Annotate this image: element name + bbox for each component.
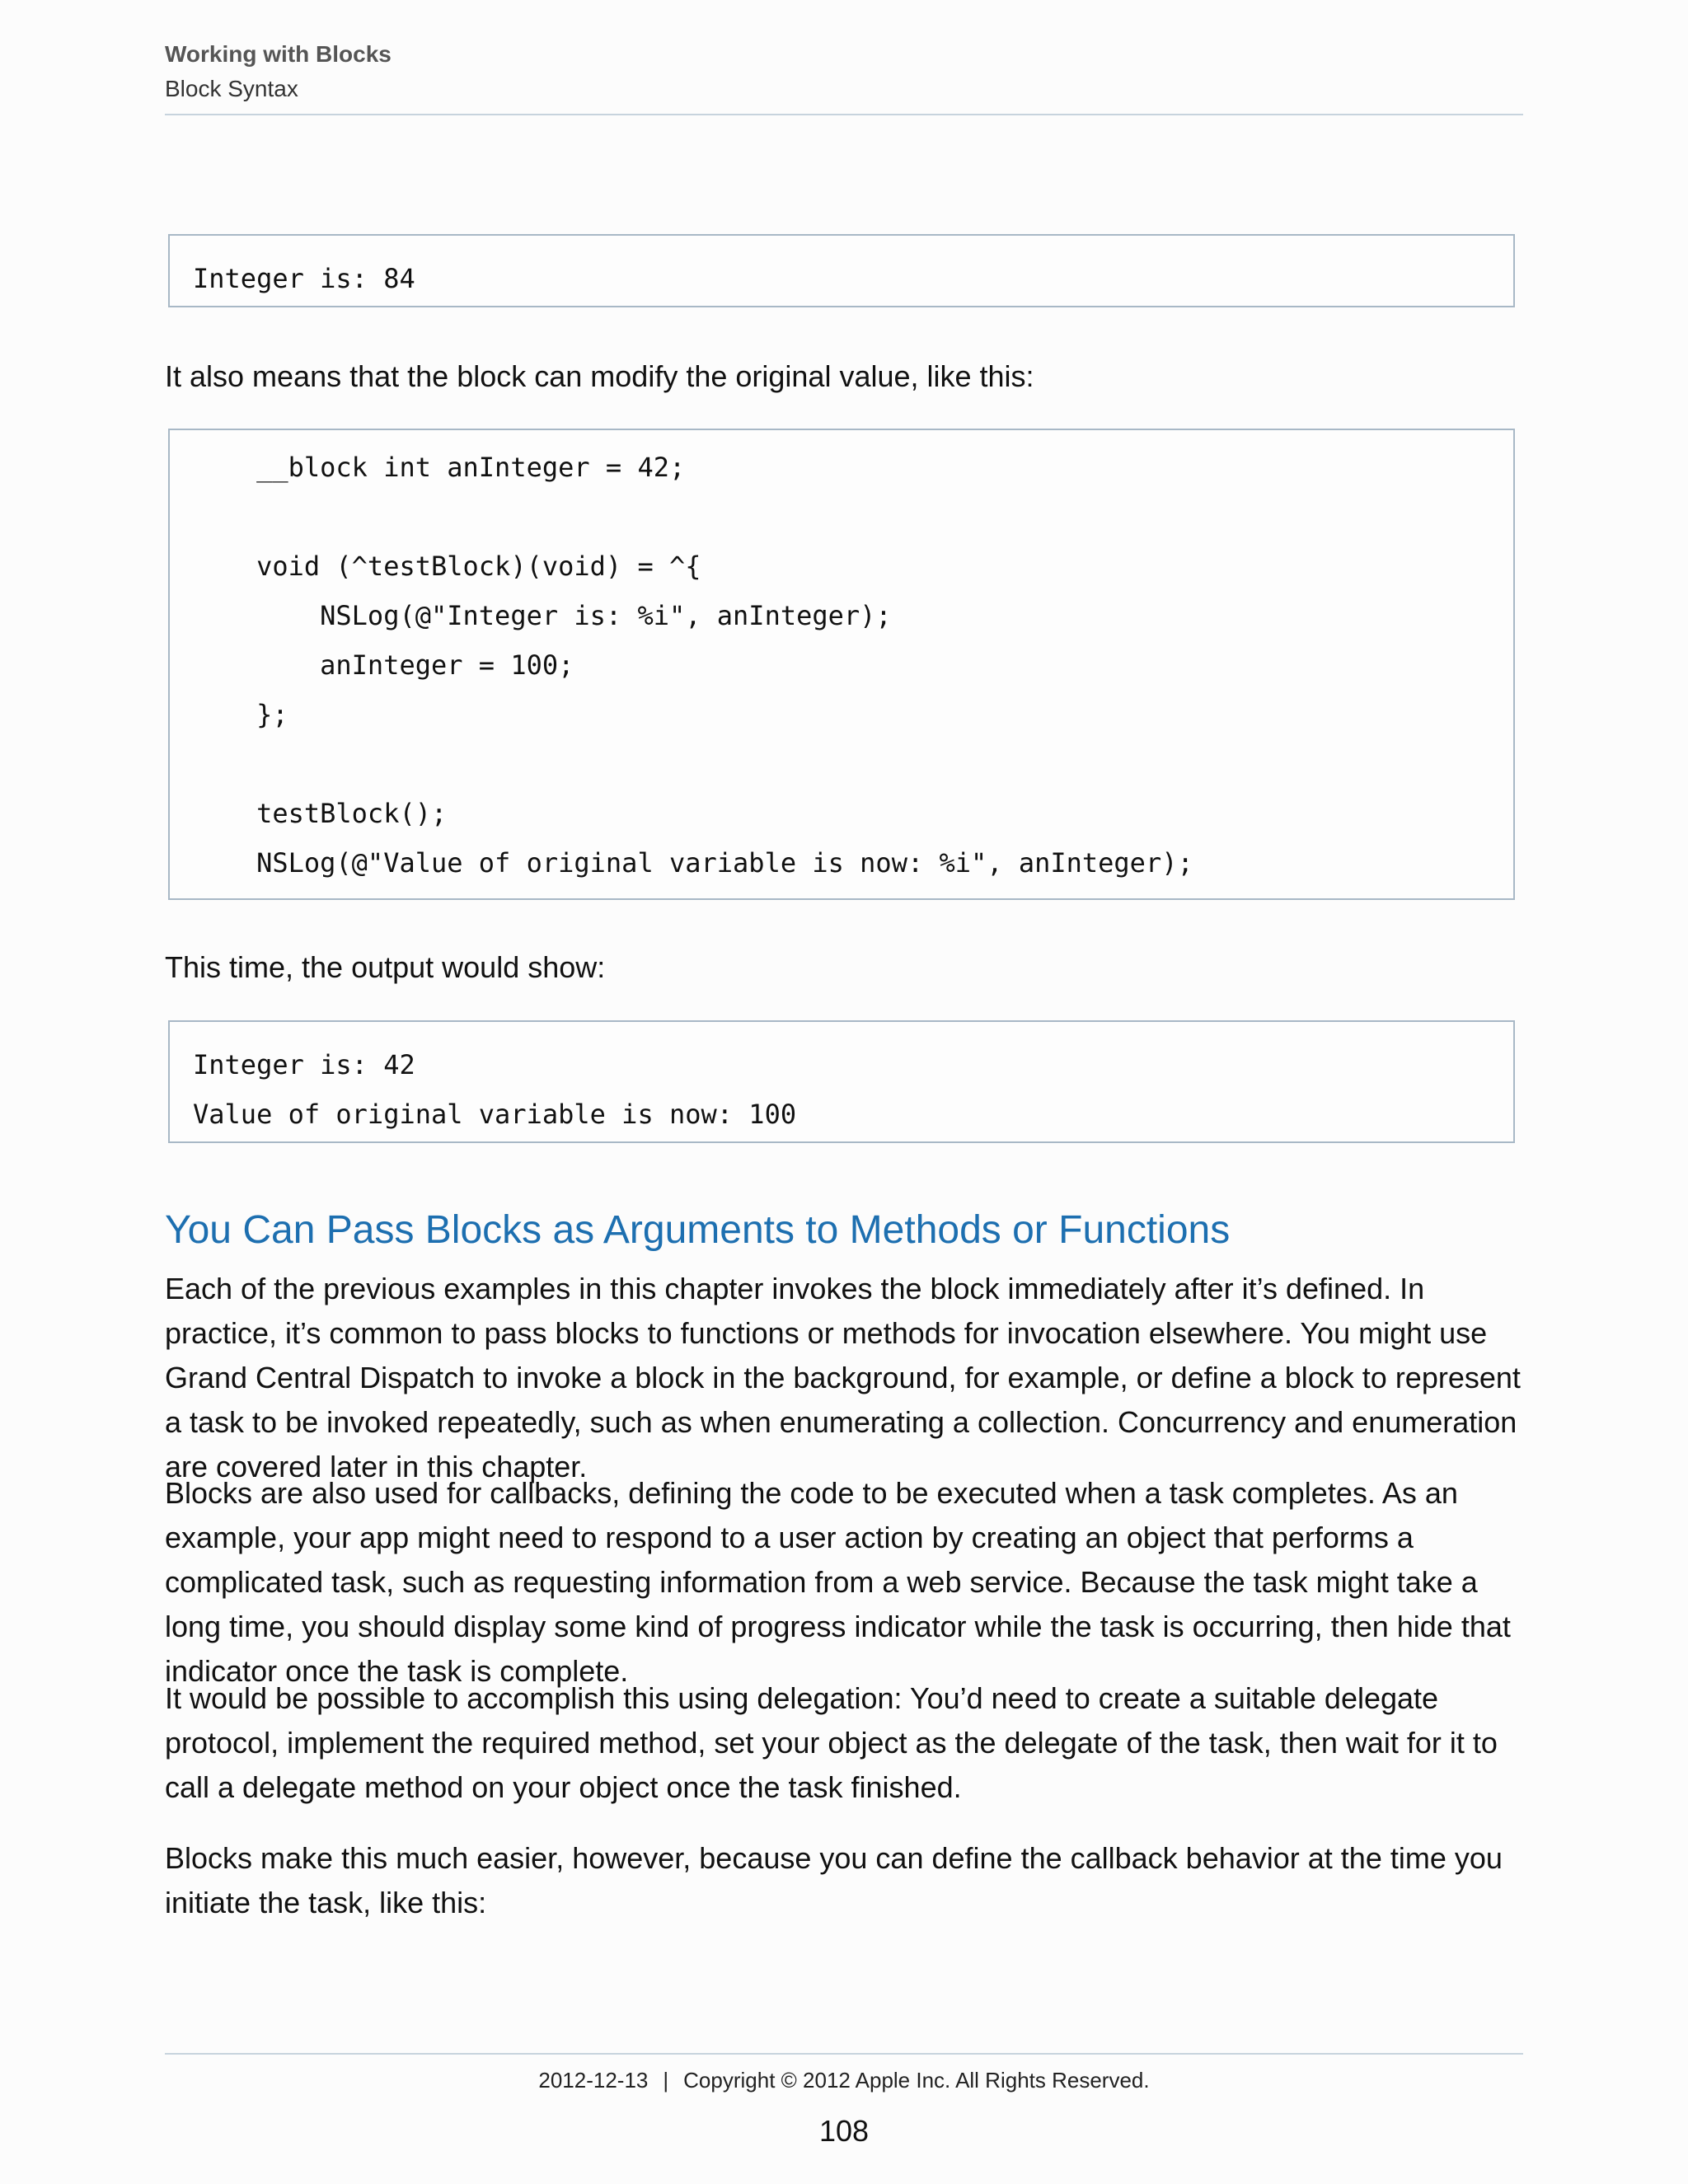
footer-divider <box>165 2053 1523 2055</box>
page-header <box>165 38 1523 107</box>
footer-date: 2012-12-13 <box>538 2068 649 2093</box>
paragraph: Each of the previous examples in this chapter invokes the block immediately after it’s defined. In practice, it’s common to pass blocks to functions or methods for invocation elsewhere. You might use Grand Central Dispatch to invoke a block in the background, for example, or define a block to represent a task to be invoked repeatedly, such as when enumerating a collection. Concurrency and enumeration are covered later in this chapter. <box>165 1272 1521 1483</box>
section-title: Block Syntax <box>165 76 298 101</box>
code-line <box>193 492 1513 541</box>
section-heading: You Can Pass Blocks as Arguments to Methods or Functions <box>165 1208 1231 1252</box>
paragraph: This time, the output would show: <box>165 950 606 984</box>
code-output-box <box>168 234 1515 307</box>
paragraph: Blocks make this much easier, however, because you can define the callback behavior at the time you initiate the task, like this: <box>165 1841 1503 1919</box>
header-divider <box>165 114 1523 115</box>
page-number: 108 <box>818 2114 870 2148</box>
code-line: testBlock(); <box>193 798 448 829</box>
paragraph: It also means that the block can modify the original value, like this: <box>165 359 1034 393</box>
code-listing-box <box>168 429 1515 900</box>
footer-copyright: Copyright © 2012 Apple Inc. All Rights Reserved. <box>683 2068 1150 2093</box>
chapter-title: Working with Blocks <box>165 41 392 67</box>
footer-separator: | <box>663 2068 669 2093</box>
code-line: Integer is: 42 <box>193 1049 415 1080</box>
paragraph: Blocks are also used for callbacks, defining the code to be executed when a task completes. As an example, your app might need to respond to a user action by creating an object that performs a complicated task, such as requesting information from a web service. Because the task might take a long time, you should display some kind of progress indicator while the task is occurring, then hide that indicator once the task is complete. <box>165 1476 1511 1688</box>
paragraph: It would be possible to accomplish this using delegation: You’d need to create a suitable delegate protocol, implement the required method, set your object as the delegate of the task, then wait for it to call a delegate method on your object once the task finished. <box>165 1681 1498 1804</box>
code-line: anInteger = 100; <box>193 649 574 681</box>
code-line: NSLog(@"Integer is: %i", anInteger); <box>193 600 892 631</box>
code-line <box>193 739 1513 789</box>
page-footer <box>0 2065 1688 2095</box>
code-line: Value of original variable is now: 100 <box>193 1099 797 1130</box>
code-output-box <box>168 1020 1515 1143</box>
code-line: __block int anInteger = 42; <box>193 452 686 483</box>
code-line: Integer is: 84 <box>193 263 415 294</box>
code-line: void (^testBlock)(void) = ^{ <box>193 551 701 582</box>
code-line: }; <box>193 699 288 730</box>
code-line: NSLog(@"Value of original variable is now: %i", anInteger); <box>193 847 1193 879</box>
